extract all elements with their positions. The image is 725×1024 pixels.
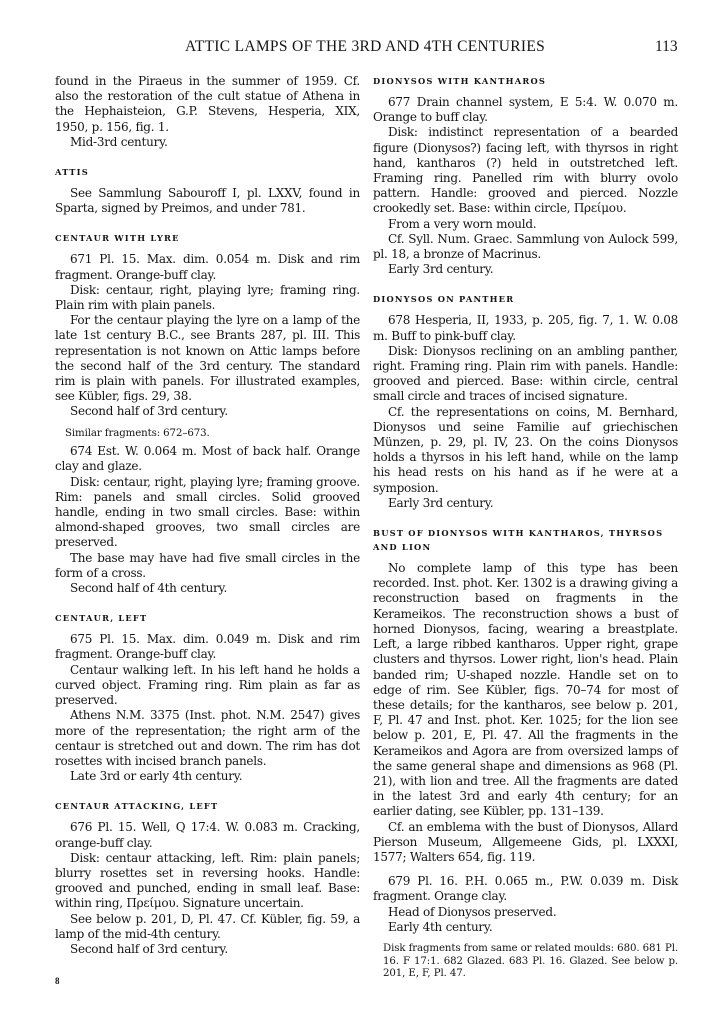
paragraph: Early 4th century. [388,919,493,934]
similar-fragments-note: Similar fragments: 672–673. [65,427,210,439]
catalogue-entry-679: 679 Pl. 16. P.H. 0.065 m., P.W. 0.039 m. Disk fragment. Orange clay. [373,874,678,904]
paragraph: Centaur walking left. In his left hand he holds a curved object. Framing ring. Rim plain as far as preserved. [55,662,360,708]
paragraph: Disk: centaur, right, playing lyre; framing ring. Plain rim with plain panels. [55,282,360,313]
catalogue-entry-677: 677 Drain channel system, E 5:4. W. 0.070 m. Orange to buff clay. [373,95,678,125]
right-column [373,74,678,985]
paragraph: See Sammlung Sabouroff I, pl. LXXV, found in Sparta, signed by Preimos, and under 781. [55,186,360,216]
paragraph: For the centaur playing the lyre on a lamp of the late 1st century B.C., see Brants 287, pl. III. This representation is not known on Attic lamps before the second half of the 3rd century. The standard rim is plain with panels. For illustrated examples, see Kübler, figs. 29, 38. [55,313,360,404]
page-number: 113 [655,38,678,55]
paragraph: See below p. 201, D, Pl. 47. Cf. Kübler, fig. 59, a lamp of the mid-4th century. [55,911,360,941]
section-heading-dionysos-with-kantharos: DIONYSOS WITH KANTHAROS [373,76,547,86]
catalogue-entry-675: 675 Pl. 15. Max. dim. 0.049 m. Disk and rim fragment. Orange-buff clay. [55,632,360,662]
catalogue-entry-678: 678 Hesperia, II, 1933, p. 205, fig. 7, 1. W. 0.08 m. Buff to pink-buff clay. [373,313,678,343]
paragraph: Late 3rd or early 4th century. [70,769,243,784]
paragraph: The base may have had five small circles in the form of a cross. [55,550,360,580]
catalogue-entry-671: 671 Pl. 15. Max. dim. 0.054 m. Disk and rim fragment. Orange-buff clay. [55,252,360,282]
paragraph: Second half of 3rd century. [70,404,228,419]
running-title: ATTIC LAMPS OF THE 3RD AND 4TH CENTURIES [185,38,546,55]
paragraph: Disk: centaur, right, playing lyre; framing groove. Rim: panels and small circles. Solid grooved handle, ending in two small circles. Base: within almond-shaped grooves, two small circles are preserved. [55,474,360,550]
catalogue-entry-674: 674 Est. W. 0.064 m. Most of back half. Orange clay and glaze. [55,444,360,474]
catalogue-entry-676: 676 Pl. 15. Well, Q 17:4. W. 0.083 m. Cracking, orange-buff clay. [55,820,360,850]
section-heading-bust-of-dionysos: BUST OF DIONYSOS WITH KANTHAROS, THYRSOS AND LION [373,528,664,553]
paragraph: Athens N.M. 3375 (Inst. phot. N.M. 2547) gives more of the representation; the right arm of the centaur is stretched out and down. The rim has dot rosettes with incised branch panels. [55,708,360,768]
section-heading-dionysos-on-panther: DIONYSOS ON PANTHER [373,294,515,305]
paragraph: Cf. Syll. Num. Graec. Sammlung von Aulock 599, pl. 18, a bronze of Macrinus. [373,231,678,262]
paragraph: Second half of 3rd century. [70,941,228,956]
paragraph: Disk: indistinct representation of a bearded figure (Dionysos?) facing left, with thyrsos in right hand, kantharos (?) held in outstretched left. Framing ring. Panelled rim with blurry ovolo pattern. Handle: grooved and pierced. Nozzle crookedly set. Base: within circle, Πρείμου. [373,125,678,216]
paragraph: found in the Piraeus in the summer of 1959. Cf. also the restoration of the cult statue of Athena in the Hephaisteion, G.P. Stevens, Hesperia, XIX, 1950, p. 156, fig. 1. [55,74,360,134]
section-heading-centaur-attacking: CENTAUR ATTACKING, LEFT [55,801,219,812]
paragraph: Head of Dionysos preserved. [388,904,557,919]
paragraph: Early 3rd century. [388,262,494,277]
section-heading-centaur-with-lyre: CENTAUR WITH LYRE [55,233,180,244]
paragraph: From a very worn mould. [388,216,537,231]
section-heading-centaur-left: CENTAUR, LEFT [55,613,148,624]
paragraph: Disk: centaur attacking, left. Rim: plain panels; blurry rosettes set in reversing hooks. Handle: grooved and punched, ending in small leaf. Base: within ring, Πρείμου. Signature uncertain. [55,850,360,911]
paragraph: Cf. an emblema with the bust of Dionysos, Allard Pierson Museum, Allgemeene Gids, pl. LXXXI, 1577; Walters 654, fig. 119. [373,819,678,864]
paragraph: Second half of 4th century. [70,581,228,596]
signature-mark: 8 [55,976,60,986]
disk-fragments-note: Disk fragments from same or related moulds: 680. 681 Pl. 16. F 17:1. 682 Glazed. 683 Pl. 16. Glazed. See below p. 201, E, F, Pl. 47. [383,942,678,980]
paragraph: No complete lamp of this type has been recorded. Inst. phot. Ker. 1302 is a drawing giving a reconstruction based on fragments in the Kerameikos. The reconstruction shows a bust of horned Dionysos, facing, wearing a breastplate. Left, a large ribbed kantharos. Upper right, grape clusters and thyrsos. Lower right, lion's head. Plain banded rim; U-shaped nozzle. Handle set on to edge of rim. See Kübler, figs. 70–74 for most of these details; for the kantharos, see below p. 201, F, Pl. 47 and Inst. phot. Ker. 1025; for the lion see below p. 201, E, Pl. 47. All the fragments in the Kerameikos and Agora are from oversized lamps of the same general shape and dimensions as 968 (Pl. 21), with lion and tree. All the fragments are dated in the latest 3rd and early 4th century; for an earlier dating, see Kübler, pp. 131–139. [373,561,678,819]
paragraph: Cf. the representations on coins, M. Bernhard, Dionysos und seine Familie auf griechischen Münzen, p. 29, pl. IV, 23. On the coins Dionysos holds a thyrsos in his left hand, while on the lamp his head rests on his hand as if he were at a symposion. [373,404,678,495]
paragraph: Disk: Dionysos reclining on an ambling panther, right. Framing ring. Plain rim with panels. Handle: grooved and pierced. Base: within circle, central small circle and traces of incised signature. [373,343,678,404]
paragraph: Early 3rd century. [388,495,494,510]
section-heading-attis: ATTIS [55,167,89,178]
left-column [55,74,360,957]
paragraph: Mid-3rd century. [70,134,168,149]
